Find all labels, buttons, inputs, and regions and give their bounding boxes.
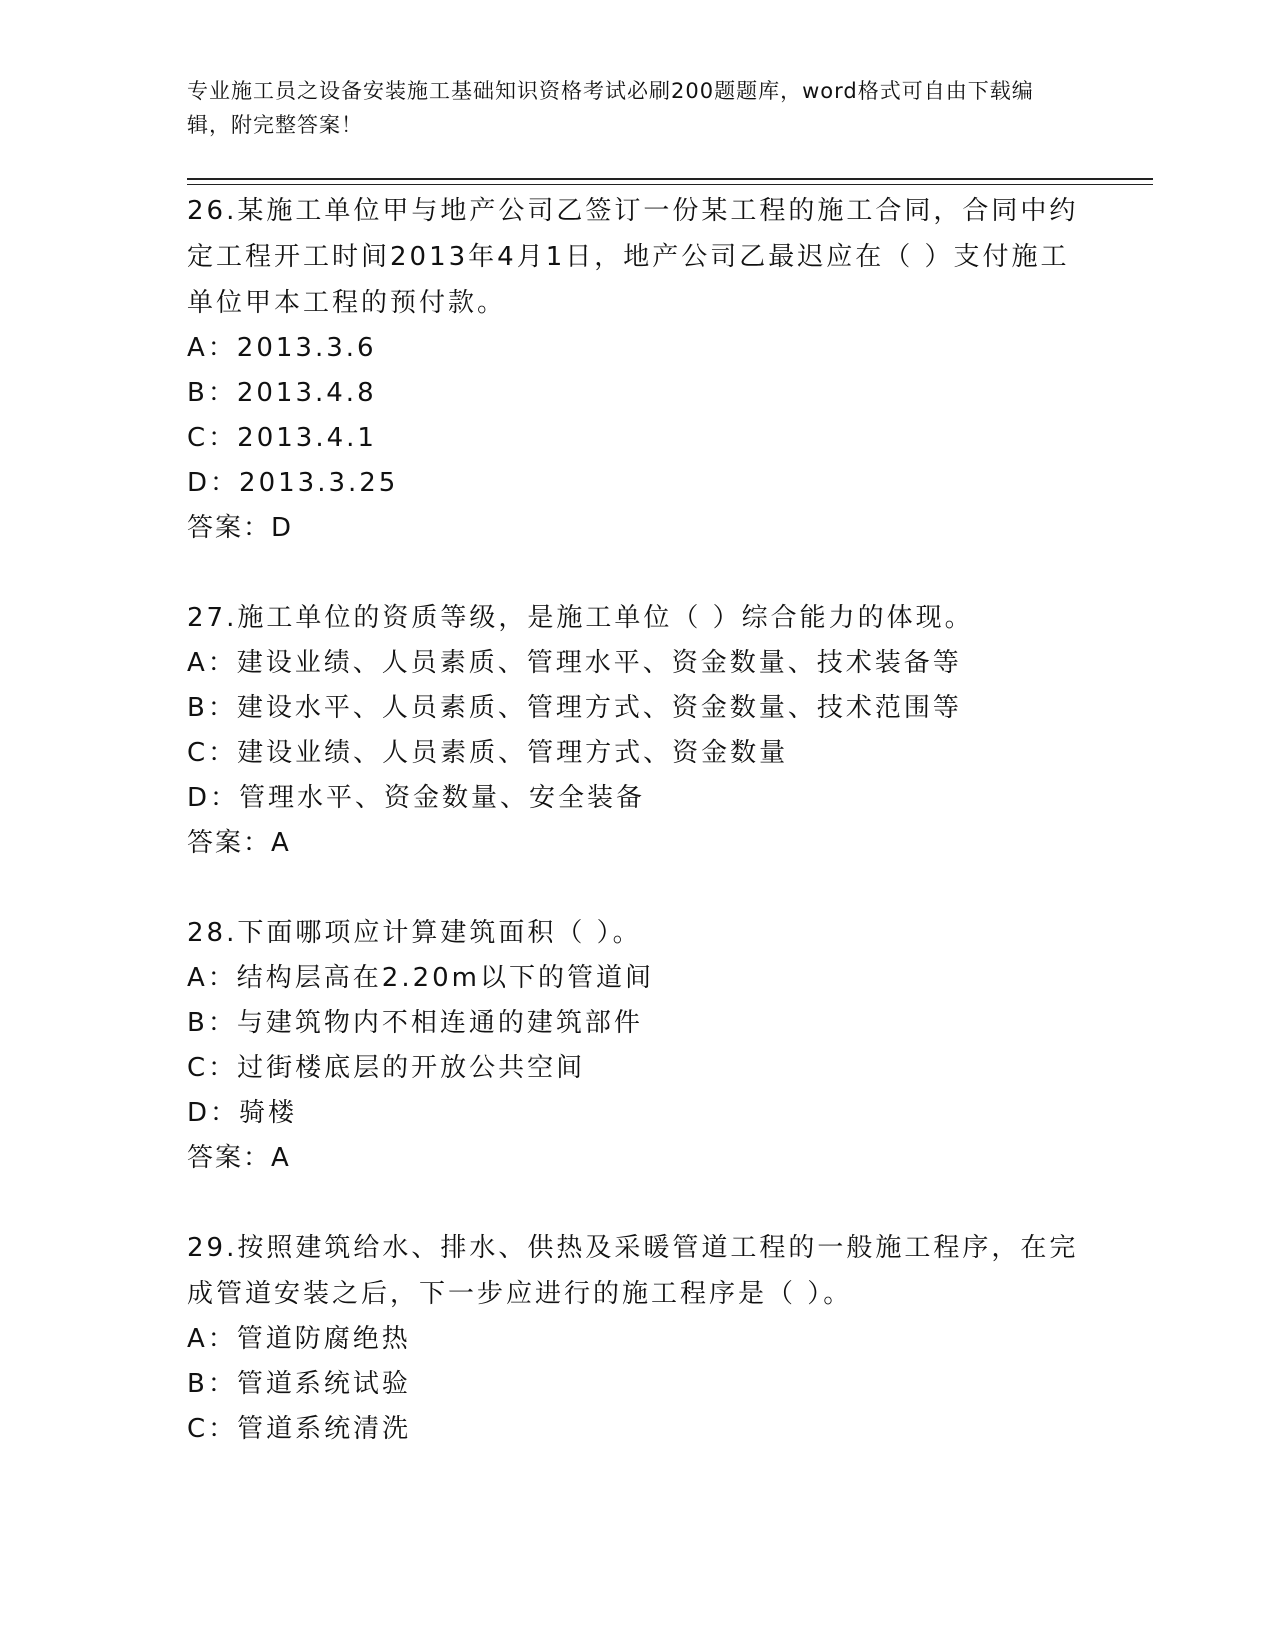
- header-rule-thin: [187, 184, 1153, 185]
- header-rule-thick: [187, 178, 1153, 180]
- option-c: C：过街楼底层的开放公共空间: [187, 1053, 586, 1083]
- option-d: D：骑楼: [187, 1098, 298, 1128]
- option-b: B：建设水平、人员素质、管理方式、资金数量、技术范围等: [187, 693, 962, 723]
- question-gap: [187, 551, 1087, 595]
- question-27: [187, 595, 1087, 866]
- question-gap: [187, 1181, 1087, 1225]
- answer: 答案：A: [187, 1143, 291, 1173]
- option-b: B：与建筑物内不相连通的建筑部件: [187, 1008, 643, 1038]
- question-stem: 29.按照建筑给水、排水、供热及采暖管道工程的一般施工程序，在完成管道安装之后，下一步应进行的施工程序是（ ）。: [187, 1233, 1079, 1309]
- option-a: A：结构层高在2.20m以下的管道间: [187, 963, 655, 993]
- answer: 答案：A: [187, 828, 291, 858]
- option-c: C：管道系统清洗: [187, 1414, 412, 1444]
- option-b: B：管道系统试验: [187, 1369, 411, 1399]
- question-29: [187, 1225, 1087, 1452]
- option-a: A：建设业绩、人员素质、管理水平、资金数量、技术装备等: [187, 648, 962, 678]
- option-a: A：管道防腐绝热: [187, 1324, 411, 1354]
- document-header: 专业施工员之设备安装施工基础知识资格考试必刷200题题库，word格式可自由下载编辑，附完整答案！: [187, 79, 1034, 137]
- option-a: A：2013.3.6: [187, 333, 377, 363]
- question-28: [187, 910, 1087, 1181]
- question-26: [187, 188, 1087, 551]
- question-list: [187, 188, 1087, 1452]
- option-d: D：管理水平、资金数量、安全装备: [187, 783, 646, 813]
- question-stem: 26.某施工单位甲与地产公司乙签订一份某工程的施工合同，合同中约定工程开工时间2013年4月1日，地产公司乙最迟应在（ ）支付施工单位甲本工程的预付款。: [187, 196, 1079, 318]
- option-d: D：2013.3.25: [187, 468, 399, 498]
- option-b: B：2013.4.8: [187, 378, 377, 408]
- question-stem: 27.施工单位的资质等级，是施工单位（ ）综合能力的体现。: [187, 603, 974, 633]
- option-c: C：2013.4.1: [187, 423, 377, 453]
- option-c: C：建设业绩、人员素质、管理方式、资金数量: [187, 738, 789, 768]
- question-gap: [187, 866, 1087, 910]
- question-stem: 28.下面哪项应计算建筑面积（ ）。: [187, 918, 642, 948]
- answer: 答案：D: [187, 513, 294, 543]
